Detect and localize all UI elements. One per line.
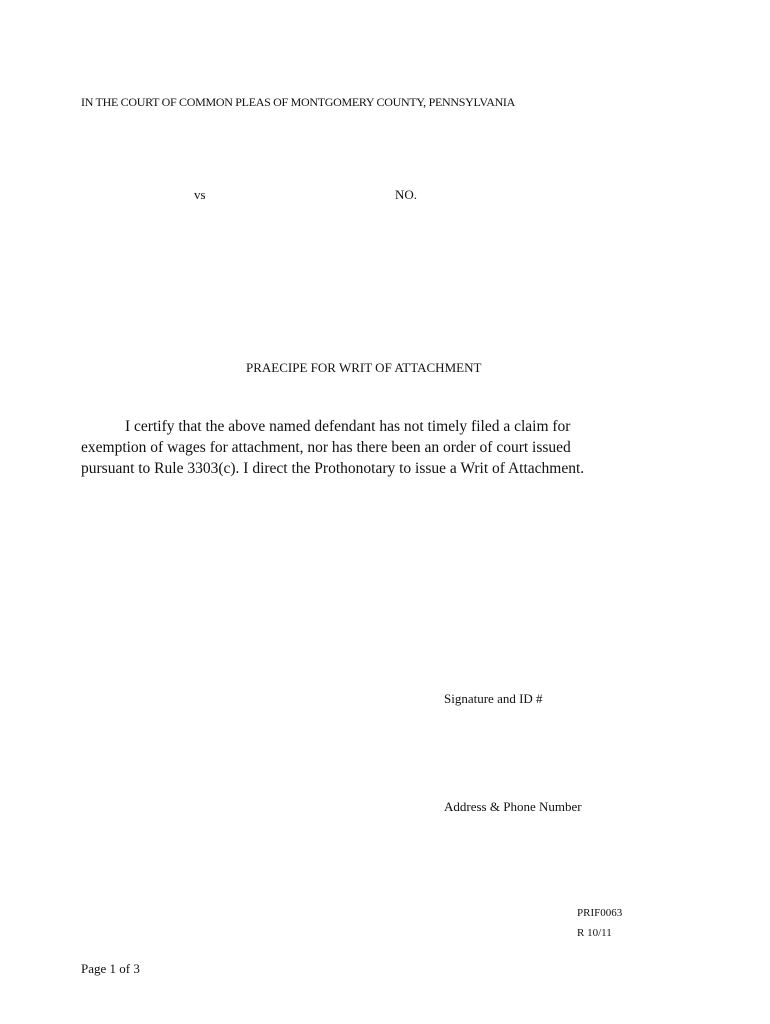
document-title: PRAECIPE FOR WRIT OF ATTACHMENT	[246, 360, 482, 375]
form-code: PRIF0063	[577, 907, 623, 919]
form-revision: R 10/11	[577, 927, 612, 939]
address-phone-label: Address & Phone Number	[444, 799, 582, 814]
page-number: Page 1 of 3	[81, 961, 140, 976]
paragraph-line: pursuant to Rule 3303(c). I direct the Prothonotary to issue a Writ of Attachment.	[81, 460, 585, 477]
versus-label: vs	[194, 187, 206, 202]
signature-label: Signature and ID #	[444, 691, 543, 706]
paragraph-line: exemption of wages for attachment, nor has there been an order of court issued	[81, 439, 571, 456]
paragraph-line: I certify that the above named defendant has not timely filed a claim for	[125, 418, 571, 435]
court-header: IN THE COURT OF COMMON PLEAS OF MONTGOMERY COUNTY, PENNSYLVANIA	[81, 95, 515, 109]
case-number-label: NO.	[395, 187, 418, 202]
certification-paragraph	[81, 416, 641, 479]
